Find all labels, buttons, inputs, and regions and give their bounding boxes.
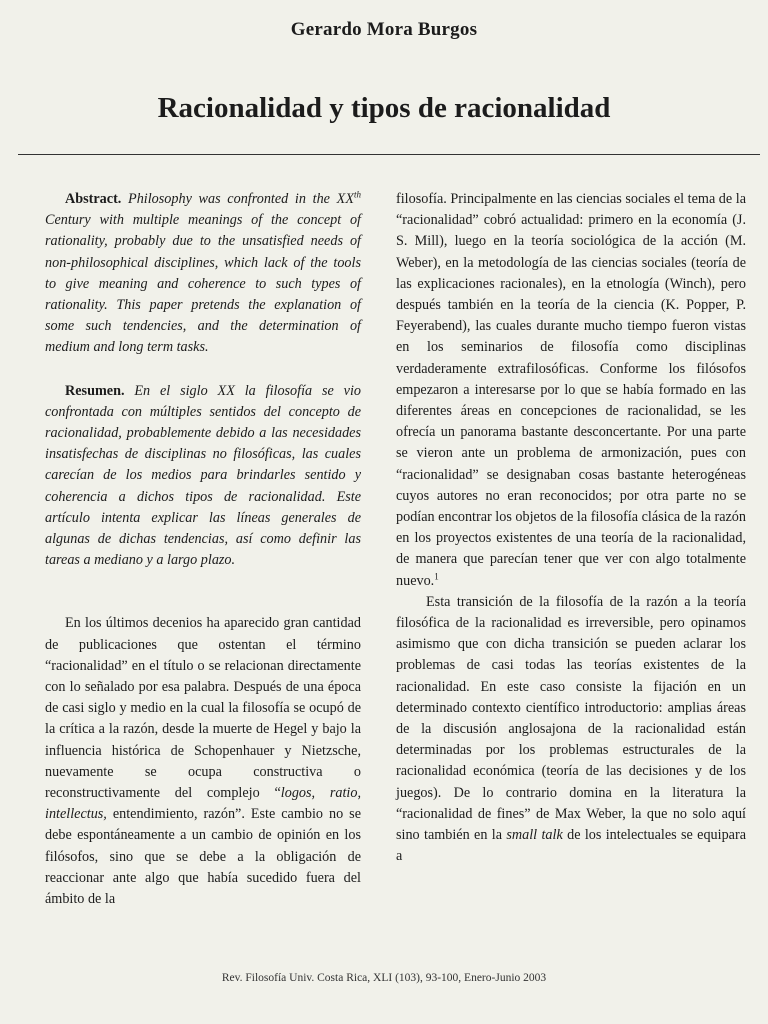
title-divider — [18, 154, 760, 155]
body-p2-text-b: de los intelectuales se equipara a — [396, 827, 746, 865]
abstract-text-a: Philosophy was confronted in the XX — [128, 191, 354, 207]
abstract-paragraph — [45, 189, 361, 359]
body-p1-italic: logos, ratio, intellectus, — [45, 785, 361, 823]
resumen-label: Resumen. — [65, 382, 125, 399]
article-title: Racionalidad y tipos de racionalidad — [157, 92, 611, 124]
journal-citation-footer: Rev. Filosofía Univ. Costa Rica, XLI (103), 93-100, Enero-Junio 2003 — [221, 972, 547, 984]
author-name: Gerardo Mora Burgos — [290, 19, 478, 40]
right-column — [396, 189, 746, 868]
abstract-label: Abstract. — [65, 191, 122, 207]
abstract-superscript: th — [354, 189, 362, 200]
body-p1-text-a: En los últimos decenios ha aparecido gran cantidad de publicaciones que ostentan el término “racionalidad” en el título o se relacionan directamente con lo señalado por esa palabra. Después de una época de casi siglo y medio en la cual la filosofía se ocupó de la crítica a la razón, desde la muerte de Hegel y bajo la influencia histórica de Schopenhauer y Nietzsche, nuevamente se ocupa constructiva o reconstructivamente del complejo “ — [45, 615, 361, 802]
footnote-marker[interactable]: 1 — [434, 570, 439, 581]
body-paragraph-1 — [45, 613, 361, 910]
body-p1-cont-text: filosofía. Principalmente en las ciencias sociales el tema de la “racionalidad” cobró actualidad: primero en la economía (J. S. Mill), luego en la teoría sociológica de la acción (M. Weber), en la metodología de las ciencias sociales (teoría de las explicaciones racionales), en la etnología (Winch), pero después también en la teoría de la ciencia (K. Popper, P. Feyerabend), las cuales durante mucho tiempo fueron vistas en los seminarios de filosofía como disciplinas verdaderamente extrafilosóficas. Conforme los filósofos empezaron a interesarse por lo que se había formado en las diferentes áreas en concepciones de racionalidad, se les ofrecía un panorama bastante desconcertante. Por una parte se vieron ante un problema de armonización, pues con “racionalidad” se designaban cosas bastante heterogéneas cuyos autores no eran reconocidos; por otra parte no se podían encontrar los objetos de la filosofía clásica de la razón en los proyectos existentes de una teoría de la racionalidad, de manera que parecían tener que ver con algo totalmente nuevo. — [396, 191, 746, 589]
body-p1-text-b: entendimiento, razón”. Este cambio no se debe espontáneamente a un cambio de opinión en los filósofos, sino que se debe a la obligación de reaccionar ante algo que había sucedido fuera del ámbito de la — [45, 806, 361, 908]
body-paragraph-2 — [396, 592, 746, 868]
body-paragraph-1-continued — [396, 189, 746, 592]
abstract-text-b: Century with multiple meanings of the concept of rationality, probably due to the unsatisfied needs of non-philosophical disciplines, which lack of the tools to give meaning and coherence to such types of rationality. This paper pretends the explanation of some such tendencies, and the determination of medium and long term tasks. — [45, 212, 361, 356]
resumen-text: En el siglo XX la filosofía se vio confrontada con múltiples sentidos del concepto de racionalidad, probablemente debido a las necesidades insatisfechas de disciplinas no filosóficas, las cuales carecían de los medios para brindarles sentido y coherencia a dichos tipos de racionalidad. Este artículo intenta explicar las líneas generales de algunas de dichas tendencias, así como definir las tareas a mediano y a largo plazo. — [45, 382, 361, 569]
resumen-paragraph — [45, 381, 361, 572]
body-p2-italic: small talk — [506, 827, 563, 844]
body-p2-text-a: Esta transición de la filosofía de la razón a la teoría filosófica de la racionalidad es irreversible, pero opinamos asimismo que con dicha transición se pueden aclarar los problemas de casi todas las teorías existentes de la racionalidad. En este caso consiste la fijación en un determinado contexto científico introductorio: amplias áreas de la discusión anglosajona de la racionalidad están determinadas por los problemas estructurales de la racionalidad económica (teoría de las decisiones y de los juegos). De lo contrario domina en la literatura la “racionalidad de fines” de Max Weber, la que no solo aquí sino también en la — [396, 593, 746, 844]
left-column — [45, 189, 361, 910]
